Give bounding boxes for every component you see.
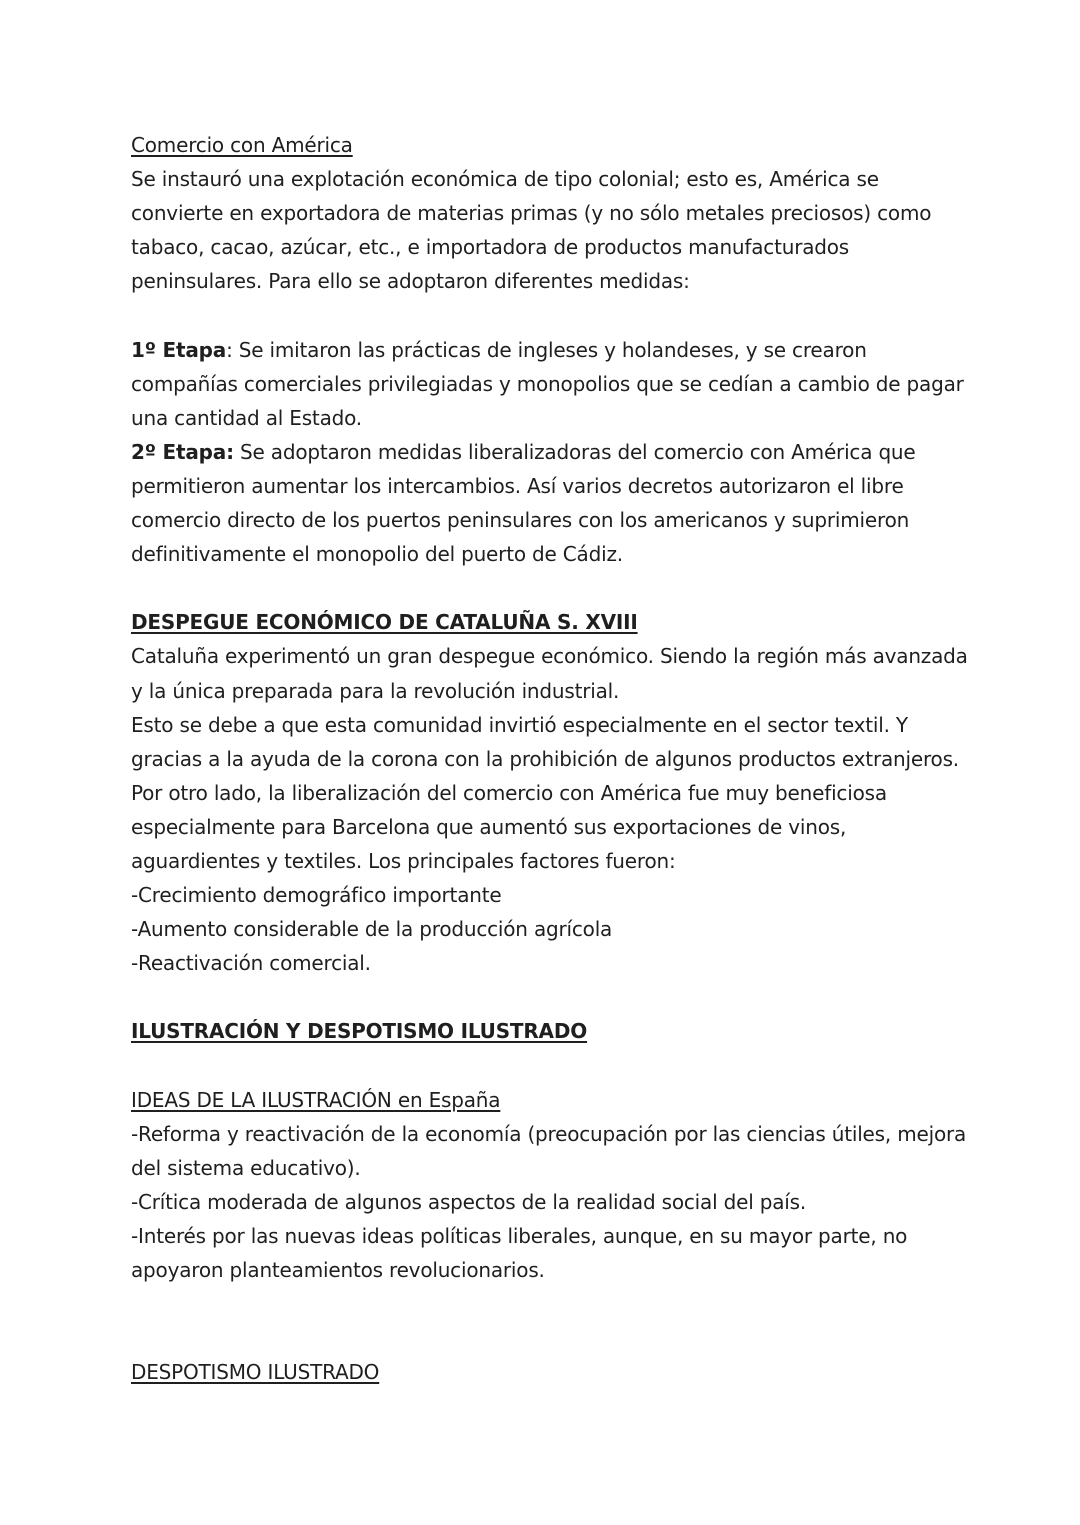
- paragraph-line: Se instauró una explotación económica de tipo colonial; esto es, América se: [131, 167, 879, 192]
- blank-line: [131, 571, 961, 605]
- paragraph-line: Esto se debe a que esta comunidad invirtió especialmente en el sector textil. Y: [131, 712, 908, 737]
- paragraph-line: Por otro lado, la liberalización del comercio con América fue muy beneficiosa: [131, 780, 887, 805]
- paragraph-line: definitivamente el monopolio del puerto de Cádiz.: [131, 542, 623, 567]
- list-item: -Aumento considerable de la producción agrícola: [131, 917, 613, 942]
- etapa-1-text: : Se imitaron las prácticas de ingleses y holandeses, y se crearon: [226, 337, 867, 362]
- section-comercio-america: [131, 128, 964, 571]
- etapa-1-line: [131, 333, 961, 367]
- subheading-ideas: IDEAS DE LA ILUSTRACIÓN en España: [131, 1087, 501, 1112]
- list-item: -Reforma y reactivación de la economía (preocupación por las ciencias útiles, mejora: [131, 1121, 967, 1146]
- paragraph-line: y la única preparada para la revolución industrial.: [131, 678, 620, 703]
- blank-line: [131, 298, 961, 332]
- section-cataluna: [131, 605, 968, 980]
- paragraph-line: gracias a la ayuda de la corona con la prohibición de algunos productos extranjeros.: [131, 746, 959, 771]
- list-item: -Crítica moderada de algunos aspectos de la realidad social del país.: [131, 1189, 806, 1214]
- section-heading-comercio: Comercio con América: [131, 133, 353, 157]
- paragraph-line: compañías comerciales privilegiadas y monopolios que se cedían a cambio de pagar: [131, 371, 964, 396]
- paragraph-line: Cataluña experimentó un gran despegue económico. Siendo la región más avanzada: [131, 644, 968, 669]
- paragraph-line: del sistema educativo).: [131, 1155, 361, 1180]
- list-item: -Crecimiento demográfico importante: [131, 883, 502, 908]
- paragraph-line: especialmente para Barcelona que aumentó sus exportaciones de vinos,: [131, 814, 847, 839]
- section-heading-cataluna: DESPEGUE ECONÓMICO DE CATALUÑA S. XVIII: [131, 610, 638, 635]
- paragraph-line: una cantidad al Estado.: [131, 405, 362, 430]
- paragraph-line: tabaco, cacao, azúcar, etc., e importadora de productos manufacturados: [131, 235, 850, 260]
- etapa-2-line: [131, 435, 961, 469]
- etapa-1-label: 1º Etapa: [131, 337, 227, 362]
- etapa-2-label: 2º Etapa:: [131, 439, 234, 464]
- etapa-2-text: Se adoptaron medidas liberalizadoras del comercio con América que: [233, 439, 916, 464]
- document-page: [131, 128, 968, 1389]
- list-item: -Interés por las nuevas ideas políticas liberales, aunque, en su mayor parte, no: [131, 1224, 908, 1248]
- paragraph-line: peninsulares. Para ello se adoptaron diferentes medidas:: [131, 269, 690, 294]
- paragraph-line: comercio directo de los puertos peninsulares con los americanos y suprimieron: [131, 508, 910, 533]
- blank-line: [131, 980, 961, 1014]
- subheading-despotismo: DESPOTISMO ILUSTRADO: [131, 1360, 380, 1385]
- section-heading-ilustracion: ILUSTRACIÓN Y DESPOTISMO ILUSTRADO: [131, 1019, 588, 1044]
- paragraph-line: convierte en exportadora de materias primas (y no sólo metales preciosos) como: [131, 201, 932, 226]
- section-ilustracion: [131, 1014, 967, 1389]
- blank-line: [131, 1287, 961, 1355]
- blank-line: [131, 1049, 961, 1083]
- paragraph-line: aguardientes y textiles. Los principales factores fueron:: [131, 848, 676, 873]
- paragraph-line: apoyaron planteamientos revolucionarios.: [131, 1258, 545, 1283]
- list-item: -Reactivación comercial.: [131, 951, 371, 976]
- paragraph-line: permitieron aumentar los intercambios. Así varios decretos autorizaron el libre: [131, 473, 904, 498]
